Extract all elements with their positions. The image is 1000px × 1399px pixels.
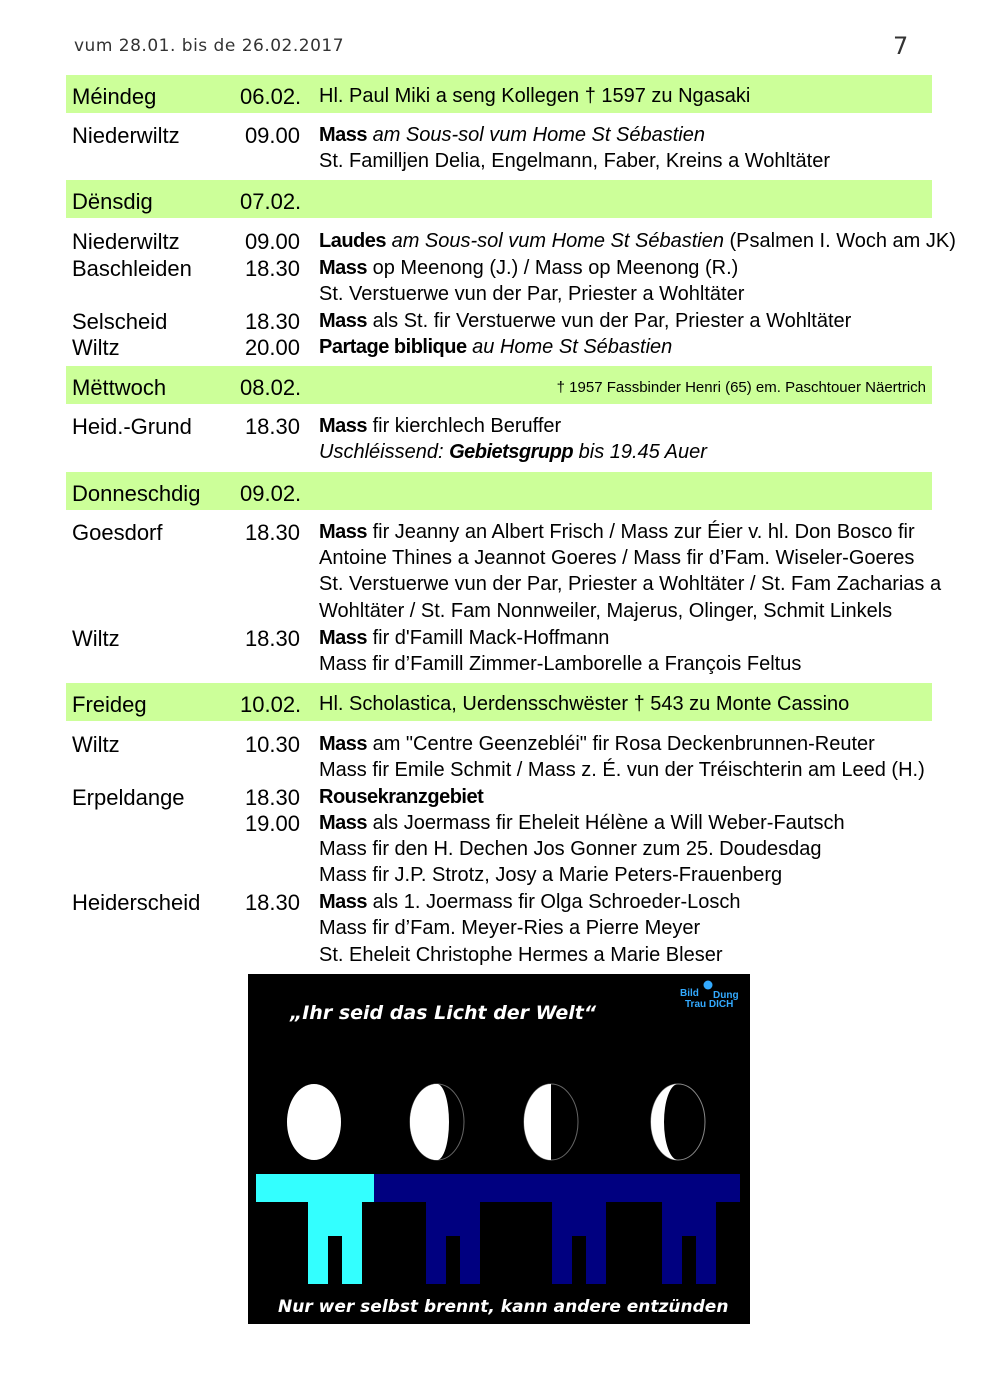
place: Heid.-Grund xyxy=(72,414,192,439)
time: 19.00 xyxy=(244,811,300,836)
entry-line: Laudes am Sous-sol vum Home St Sébastien (Psalmen I. Woch am JK) xyxy=(319,230,956,252)
page-number: 7 xyxy=(893,32,909,60)
poster-headline: „Ihr seid das Licht der Welt“ xyxy=(290,1002,597,1024)
head-full-white xyxy=(287,1084,341,1160)
time: 18.30 xyxy=(244,520,300,545)
day-date: 08.02. xyxy=(240,375,302,400)
entry-line: Mass fir d’Fam. Meyer-Ries a Pierre Meyer xyxy=(319,917,701,939)
time: 18.30 xyxy=(244,256,300,281)
poster-footer: Nur wer selbst brennt, kann andere entzünden xyxy=(278,1297,729,1317)
entry-line: Mass als 1. Joermass fir Olga Schroeder-Losch xyxy=(319,891,741,913)
logo-text-bild: Bild xyxy=(680,988,699,999)
entry-line: St. Verstuerwe vun der Par, Priester a Wohltäter xyxy=(319,283,745,305)
header-date-range: vum 28.01. bis de 26.02.2017 xyxy=(74,36,345,56)
place: Niederwiltz xyxy=(72,123,180,148)
day-name: Dënsdig xyxy=(72,189,153,214)
entry-line: St. Eheleit Christophe Hermes a Marie Bleser xyxy=(319,944,723,966)
entry-line: Mass op Meenong (J.) / Mass op Meenong (R.) xyxy=(319,257,739,279)
entry-line: Wohltäter / St. Fam Nonnweiler, Majerus, Olinger, Schmit Linkels xyxy=(319,600,893,622)
day-bar-densdig xyxy=(66,180,932,218)
place: Wiltz xyxy=(72,732,120,757)
time: 09.00 xyxy=(244,123,300,148)
time: 09.00 xyxy=(244,229,300,254)
place: Goesdorf xyxy=(72,520,163,545)
place: Erpeldange xyxy=(72,785,185,810)
poster-image xyxy=(248,974,750,1324)
logo-mark-icon xyxy=(704,981,713,990)
logo-text-dung: Dung xyxy=(713,990,739,1001)
day-name: Méindeg xyxy=(72,84,157,109)
entry-line: St. Verstuerwe vun der Par, Priester a Wohltäter / St. Fam Zacharias a xyxy=(319,573,942,595)
poster-figures xyxy=(248,974,750,1324)
entry-line: Mass fir Emile Schmit / Mass z. É. vun der Tréischterin am Leed (H.) xyxy=(319,759,925,781)
head-quarter xyxy=(651,1084,705,1160)
day-date: 07.02. xyxy=(240,189,302,214)
place: Niederwiltz xyxy=(72,229,180,254)
entry-line: Mass fir den H. Dechen Jos Gonner zum 25. Doudesdag xyxy=(319,838,822,860)
entry-line: Uschléissend: Gebietsgrupp bis 19.45 Auer xyxy=(319,441,707,463)
day-name: Donneschdig xyxy=(72,481,201,506)
place: Wiltz xyxy=(72,335,120,360)
entry-line: Mass fir J.P. Strotz, Josy a Marie Peters-Frauenberg xyxy=(319,864,783,886)
time: 18.30 xyxy=(244,626,300,651)
logo-text-traudich: Trau DICH xyxy=(685,999,734,1010)
place: Heiderscheid xyxy=(72,890,201,915)
entry-line: St. Familljen Delia, Engelmann, Faber, Kreins a Wohltäter xyxy=(319,150,830,172)
entry-line: Mass fir Jeanny an Albert Frisch / Mass zur Éier v. hl. Don Bosco fir xyxy=(319,521,915,543)
day-date: 06.02. xyxy=(240,84,302,109)
entry-line: Mass als St. fir Verstuerwe vun der Par, Priester a Wohltäter xyxy=(319,310,852,332)
entry-line: Mass am "Centre Geenzebléi" fir Rosa Deckenbrunnen-Reuter xyxy=(319,733,875,755)
place: Wiltz xyxy=(72,626,120,651)
day-note: Hl. Paul Miki a seng Kollegen † 1597 zu Ngasaki xyxy=(319,85,751,107)
head-three-quarter xyxy=(410,1084,464,1160)
entry-line: Mass fir d’Famill Zimmer-Lamborelle a François Feltus xyxy=(319,653,802,675)
time: 10.30 xyxy=(244,732,300,757)
entry-line: Antoine Thines a Jeannot Goeres / Mass fir d’Fam. Wiseler-Goeres xyxy=(319,547,915,569)
entry-line: Partage biblique au Home St Sébastien xyxy=(319,336,673,358)
time: 18.30 xyxy=(244,785,300,810)
day-note: Hl. Scholastica, Uerdensschwëster † 543 zu Monte Cassino xyxy=(319,693,850,715)
day-date: 09.02. xyxy=(240,481,302,506)
day-note: † 1957 Fassbinder Henri (65) em. Paschtouer Näertrich xyxy=(556,379,926,396)
entry-line: Mass fir kierchlech Beruffer xyxy=(319,415,562,437)
time: 20.00 xyxy=(244,335,300,360)
place: Selscheid xyxy=(72,309,168,334)
entry-line: Mass als Joermass fir Eheleit Hélène a Will Weber-Fautsch xyxy=(319,812,845,834)
head-half xyxy=(524,1084,578,1160)
time: 18.30 xyxy=(244,890,300,915)
entry-line: Rousekranzgebiet xyxy=(319,786,484,808)
time: 18.30 xyxy=(244,309,300,334)
entry-line: Mass fir d'Famill Mack-Hoffmann xyxy=(319,627,610,649)
place: Baschleiden xyxy=(72,256,192,281)
day-name: Mëttwoch xyxy=(72,375,167,400)
day-name: Freideg xyxy=(72,692,147,717)
time: 18.30 xyxy=(244,414,300,439)
day-date: 10.02. xyxy=(240,692,302,717)
entry-line: Mass am Sous-sol vum Home St Sébastien xyxy=(319,124,705,146)
